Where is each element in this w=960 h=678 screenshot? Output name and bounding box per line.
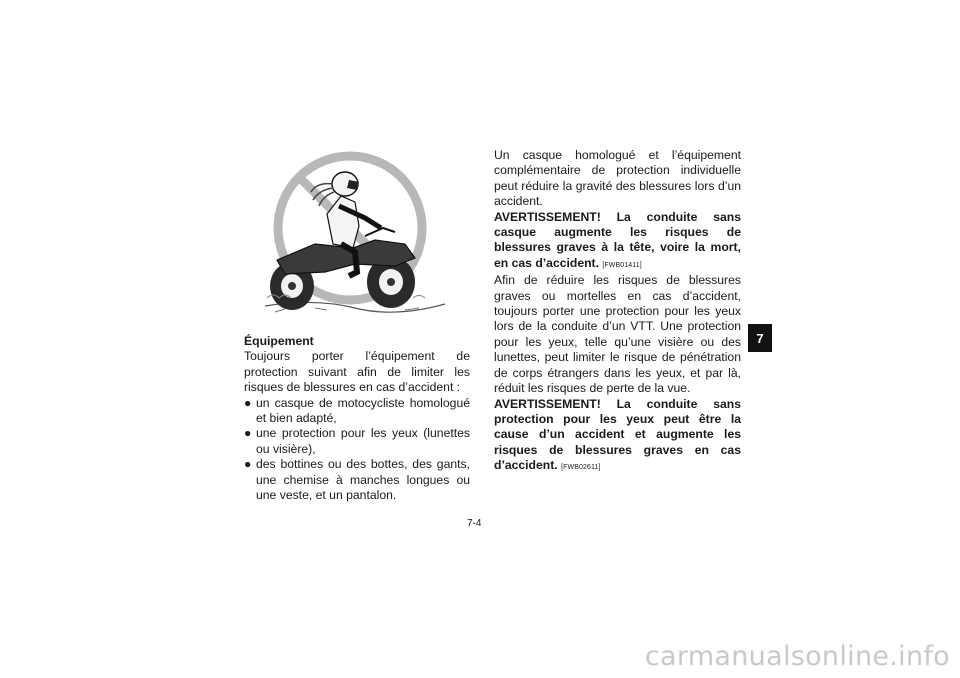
list-item-text: des bottines ou des bottes, des gants, une chemise à manches longues ou une veste, et un pantalon. (256, 457, 470, 503)
page-number: 7-4 (467, 518, 482, 529)
list-item-text: un casque de motocycliste homologué et bien adapté, (256, 395, 470, 426)
left-column (244, 334, 470, 503)
bullet-icon: ● (244, 457, 252, 472)
equipment-list (244, 396, 470, 504)
list-item-text: une protection pour les yeux (lunettes ou visière), (256, 426, 470, 456)
warning-text: AVERTISSEMENT! La conduite sans casque augmente les risques de blessures graves à la tête, voire la mort, en cas d’accident. (494, 209, 741, 270)
chapter-tab: 7 (748, 324, 772, 352)
eye-protection-warning (494, 397, 741, 476)
warning-text: AVERTISSEMENT! La conduite sans protection pour les yeux peut être la cause d’un accident et augmente les risques de blessures graves en cas d’accident. (494, 396, 741, 473)
bullet-icon: ● (244, 426, 252, 441)
warning-code: [FWB01411] (602, 261, 642, 269)
eye-protection-paragraph: Afin de réduire les risques de blessures graves ou mortelles en cas d’accident, toujours porter une protection pour les yeux lors de la conduite d’un VTT. Une protection pour les yeux, telle qu’une visière ou des lunettes, peut limiter le risque de pénétration de corps étrangers dans les yeux, et par là, réduit les risques de perte de la vue. (494, 273, 741, 396)
watermark: carmanualsonline.info (644, 641, 950, 672)
list-item (244, 457, 470, 503)
list-item (244, 396, 470, 427)
warning-code: [FWB02611] (561, 464, 601, 472)
right-column (494, 148, 741, 476)
intro-paragraph: Toujours porter l’équipement de protection suivant afin de limiter les risques de blessures en cas d’accident : (244, 349, 470, 395)
helmet-warning (494, 210, 741, 274)
list-item (244, 426, 470, 457)
helmet-paragraph: Un casque homologué et l’équipement complémentaire de protection individuelle peut réduire la gravité des blessures lors d’un accident. (494, 148, 741, 209)
section-heading: Équipement (244, 334, 314, 348)
bullet-icon: ● (244, 395, 252, 410)
no-helmet-atv-rider-prohibited-icon (255, 148, 455, 328)
